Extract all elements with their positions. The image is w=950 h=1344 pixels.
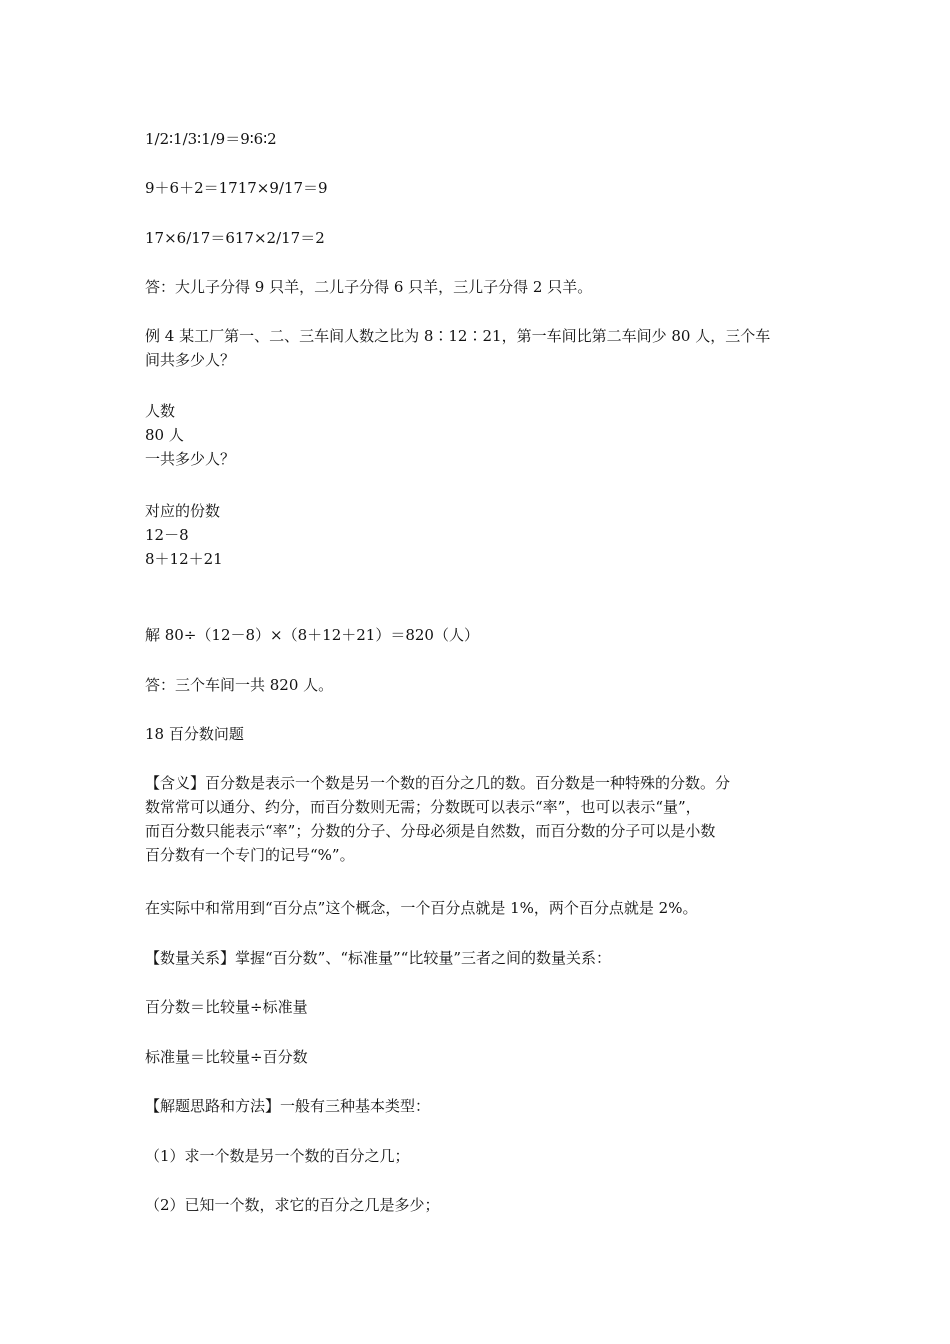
diagram-labels-people xyxy=(145,399,810,471)
definition-paragraph xyxy=(145,771,810,867)
definition-line-2: 数常常可以通分、约分，而百分数则无需；分数既可以表示“率”，也可以表示“量”， xyxy=(145,798,701,816)
label-corresponding-parts: 对应的份数 xyxy=(145,502,221,520)
share-equation: 17×6/17＝617×2/17＝2 xyxy=(145,229,325,247)
definition-line-3: 而百分数只能表示“率”；分数的分子、分母必须是自然数，而百分数的分子可以是小数 xyxy=(145,822,716,840)
method-heading: 【解题思路和方法】一般有三种基本类型： xyxy=(145,1097,431,1115)
label-parts-total: 8＋12＋21 xyxy=(145,550,223,568)
quantity-relation-heading: 【数量关系】掌握“百分数”、“标准量”“比较量”三者之间的数量关系： xyxy=(145,949,612,967)
label-parts-difference: 12－8 xyxy=(145,526,189,544)
label-people-count: 人数 xyxy=(145,402,176,420)
sum-equation: 9＋6＋2＝1717×9/17＝9 xyxy=(145,179,328,197)
answer-workshops: 答：三个车间一共 820 人。 xyxy=(145,676,334,694)
example-4-line-2: 间共多少人？ xyxy=(145,351,236,369)
section-heading-percent: 18 百分数问题 xyxy=(145,725,244,743)
solution-line: 解 80÷（12－8）×（8＋12＋21）＝820（人） xyxy=(145,626,479,644)
label-total-people: 一共多少人？ xyxy=(145,450,236,468)
definition-line-1: 【含义】百分数是表示一个数是另一个数的百分之几的数。百分数是一种特殊的分数。分 xyxy=(145,774,731,792)
definition-line-4: 百分数有一个专门的记号“%”。 xyxy=(145,846,355,864)
example-4-question xyxy=(145,324,810,372)
formula-standard: 标准量＝比较量÷百分数 xyxy=(145,1048,308,1066)
method-type-1: （1）求一个数是另一个数的百分之几； xyxy=(145,1147,410,1165)
diagram-labels-parts xyxy=(145,499,810,571)
ratio-equation: 1/2∶1/3∶1/9＝9∶6∶2 xyxy=(145,130,277,148)
label-80-people: 80 人 xyxy=(145,426,184,444)
method-type-2: （2）已知一个数，求它的百分之几是多少； xyxy=(145,1196,440,1214)
answer-sheep: 答：大儿子分得 9 只羊，二儿子分得 6 只羊，三儿子分得 2 只羊。 xyxy=(145,278,593,296)
example-4-line-1: 例 4 某工厂第一、二、三车间人数之比为 8∶12∶21，第一车间比第二车间少 80 人，三个车 xyxy=(145,327,771,345)
percentage-point-text: 在实际中和常用到“百分点”这个概念，一个百分点就是 1%，两个百分点就是 2%。 xyxy=(145,899,698,917)
formula-percent: 百分数＝比较量÷标准量 xyxy=(145,998,308,1016)
